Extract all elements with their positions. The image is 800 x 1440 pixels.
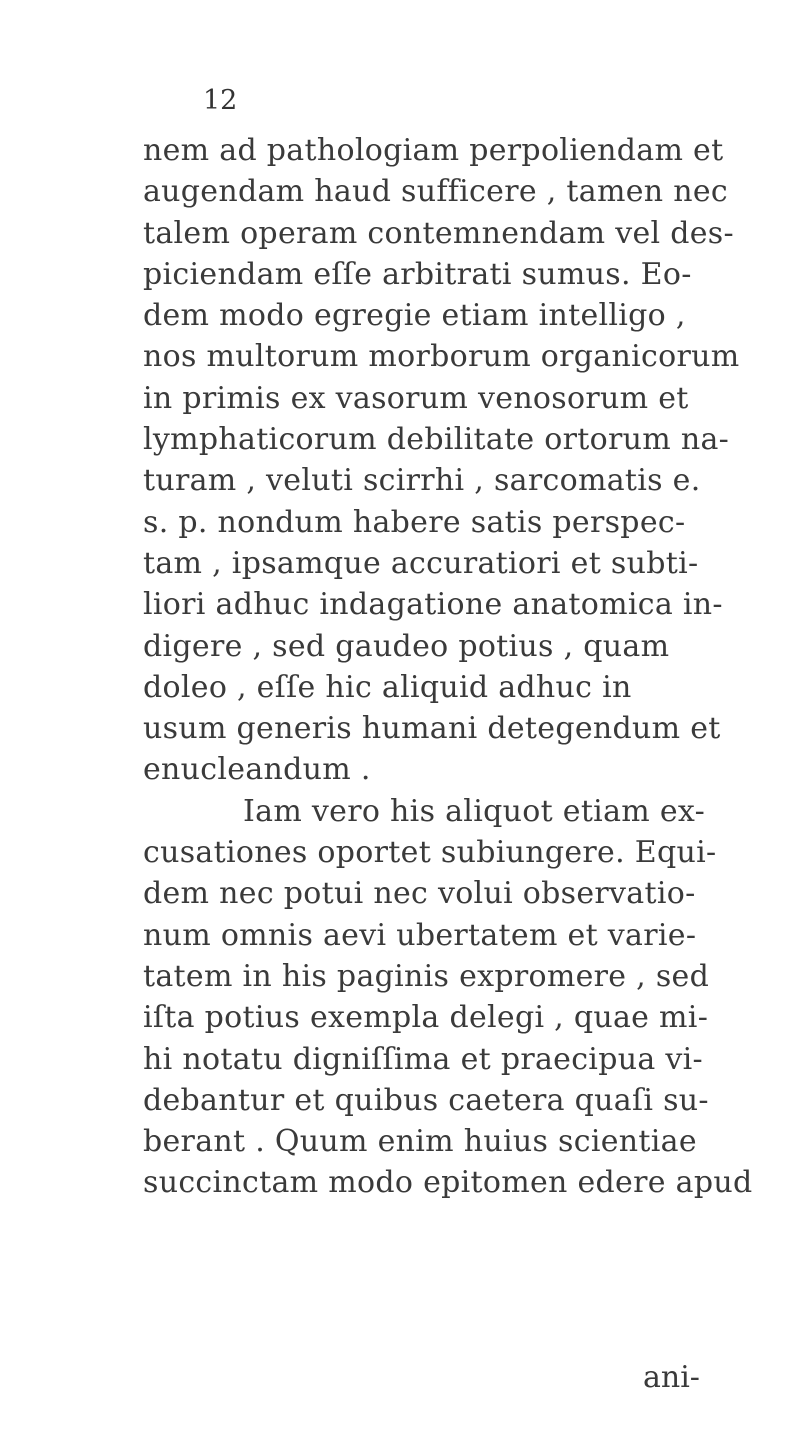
paragraph-end-line: enucleandum . bbox=[143, 752, 371, 788]
page-number: 12 bbox=[203, 85, 238, 116]
text-line: tam , ipsamque accuratiori et subti- bbox=[143, 545, 699, 581]
body-text bbox=[143, 130, 773, 1204]
text-line: nem ad pathologiam perpoliendam et bbox=[143, 133, 724, 168]
text-line: digere , sed gaudeo potius , quam bbox=[143, 628, 670, 664]
text-line: debantur et quibus caetera quaſi su- bbox=[143, 1082, 709, 1118]
text-line: doleo , eſſe hic aliquid adhuc in bbox=[143, 669, 632, 705]
text-line: talem operam contemnendam vel des- bbox=[143, 215, 734, 251]
text-line: lymphaticorum debilitate ortorum na- bbox=[143, 422, 730, 458]
text-line: tatem in his paginis expromere , sed bbox=[143, 958, 710, 994]
text-line: berant . Quum enim huius scientiae bbox=[143, 1124, 697, 1160]
text-line: liori adhuc indagatione anatomica in- bbox=[143, 587, 723, 623]
text-line: s. p. nondum habere satis perspec- bbox=[143, 504, 686, 540]
text-line: nos multorum morborum organicorum bbox=[143, 339, 740, 375]
text-line: dem modo egregie etiam intelligo , bbox=[143, 298, 686, 334]
text-line: hi notatu digniſſima et praecipua vi- bbox=[143, 1041, 703, 1077]
text-line: augendam haud sufficere , tamen nec bbox=[143, 174, 728, 210]
text-line: succinctam modo epitomen edere apud bbox=[143, 1165, 753, 1201]
text-line: piciendam eſſe arbitrati sumus. Eo- bbox=[143, 256, 692, 292]
text-line: usum generis humani detegendum et bbox=[143, 711, 721, 747]
catchword: ani- bbox=[643, 1360, 700, 1395]
text-line: num omnis aevi ubertatem et varie- bbox=[143, 917, 697, 953]
text-line: dem nec potui nec volui observatio- bbox=[143, 876, 696, 912]
text-line: in primis ex vasorum venosorum et bbox=[143, 380, 689, 416]
paragraph-start-line: Iam vero his aliquot etiam ex- bbox=[243, 793, 706, 829]
text-line: cusationes oportet subiungere. Equi- bbox=[143, 835, 717, 871]
text-line: turam , veluti scirrhi , sarcomatis e. bbox=[143, 463, 701, 499]
text-line: iſta potius exempla delegi , quae mi- bbox=[143, 1000, 709, 1036]
